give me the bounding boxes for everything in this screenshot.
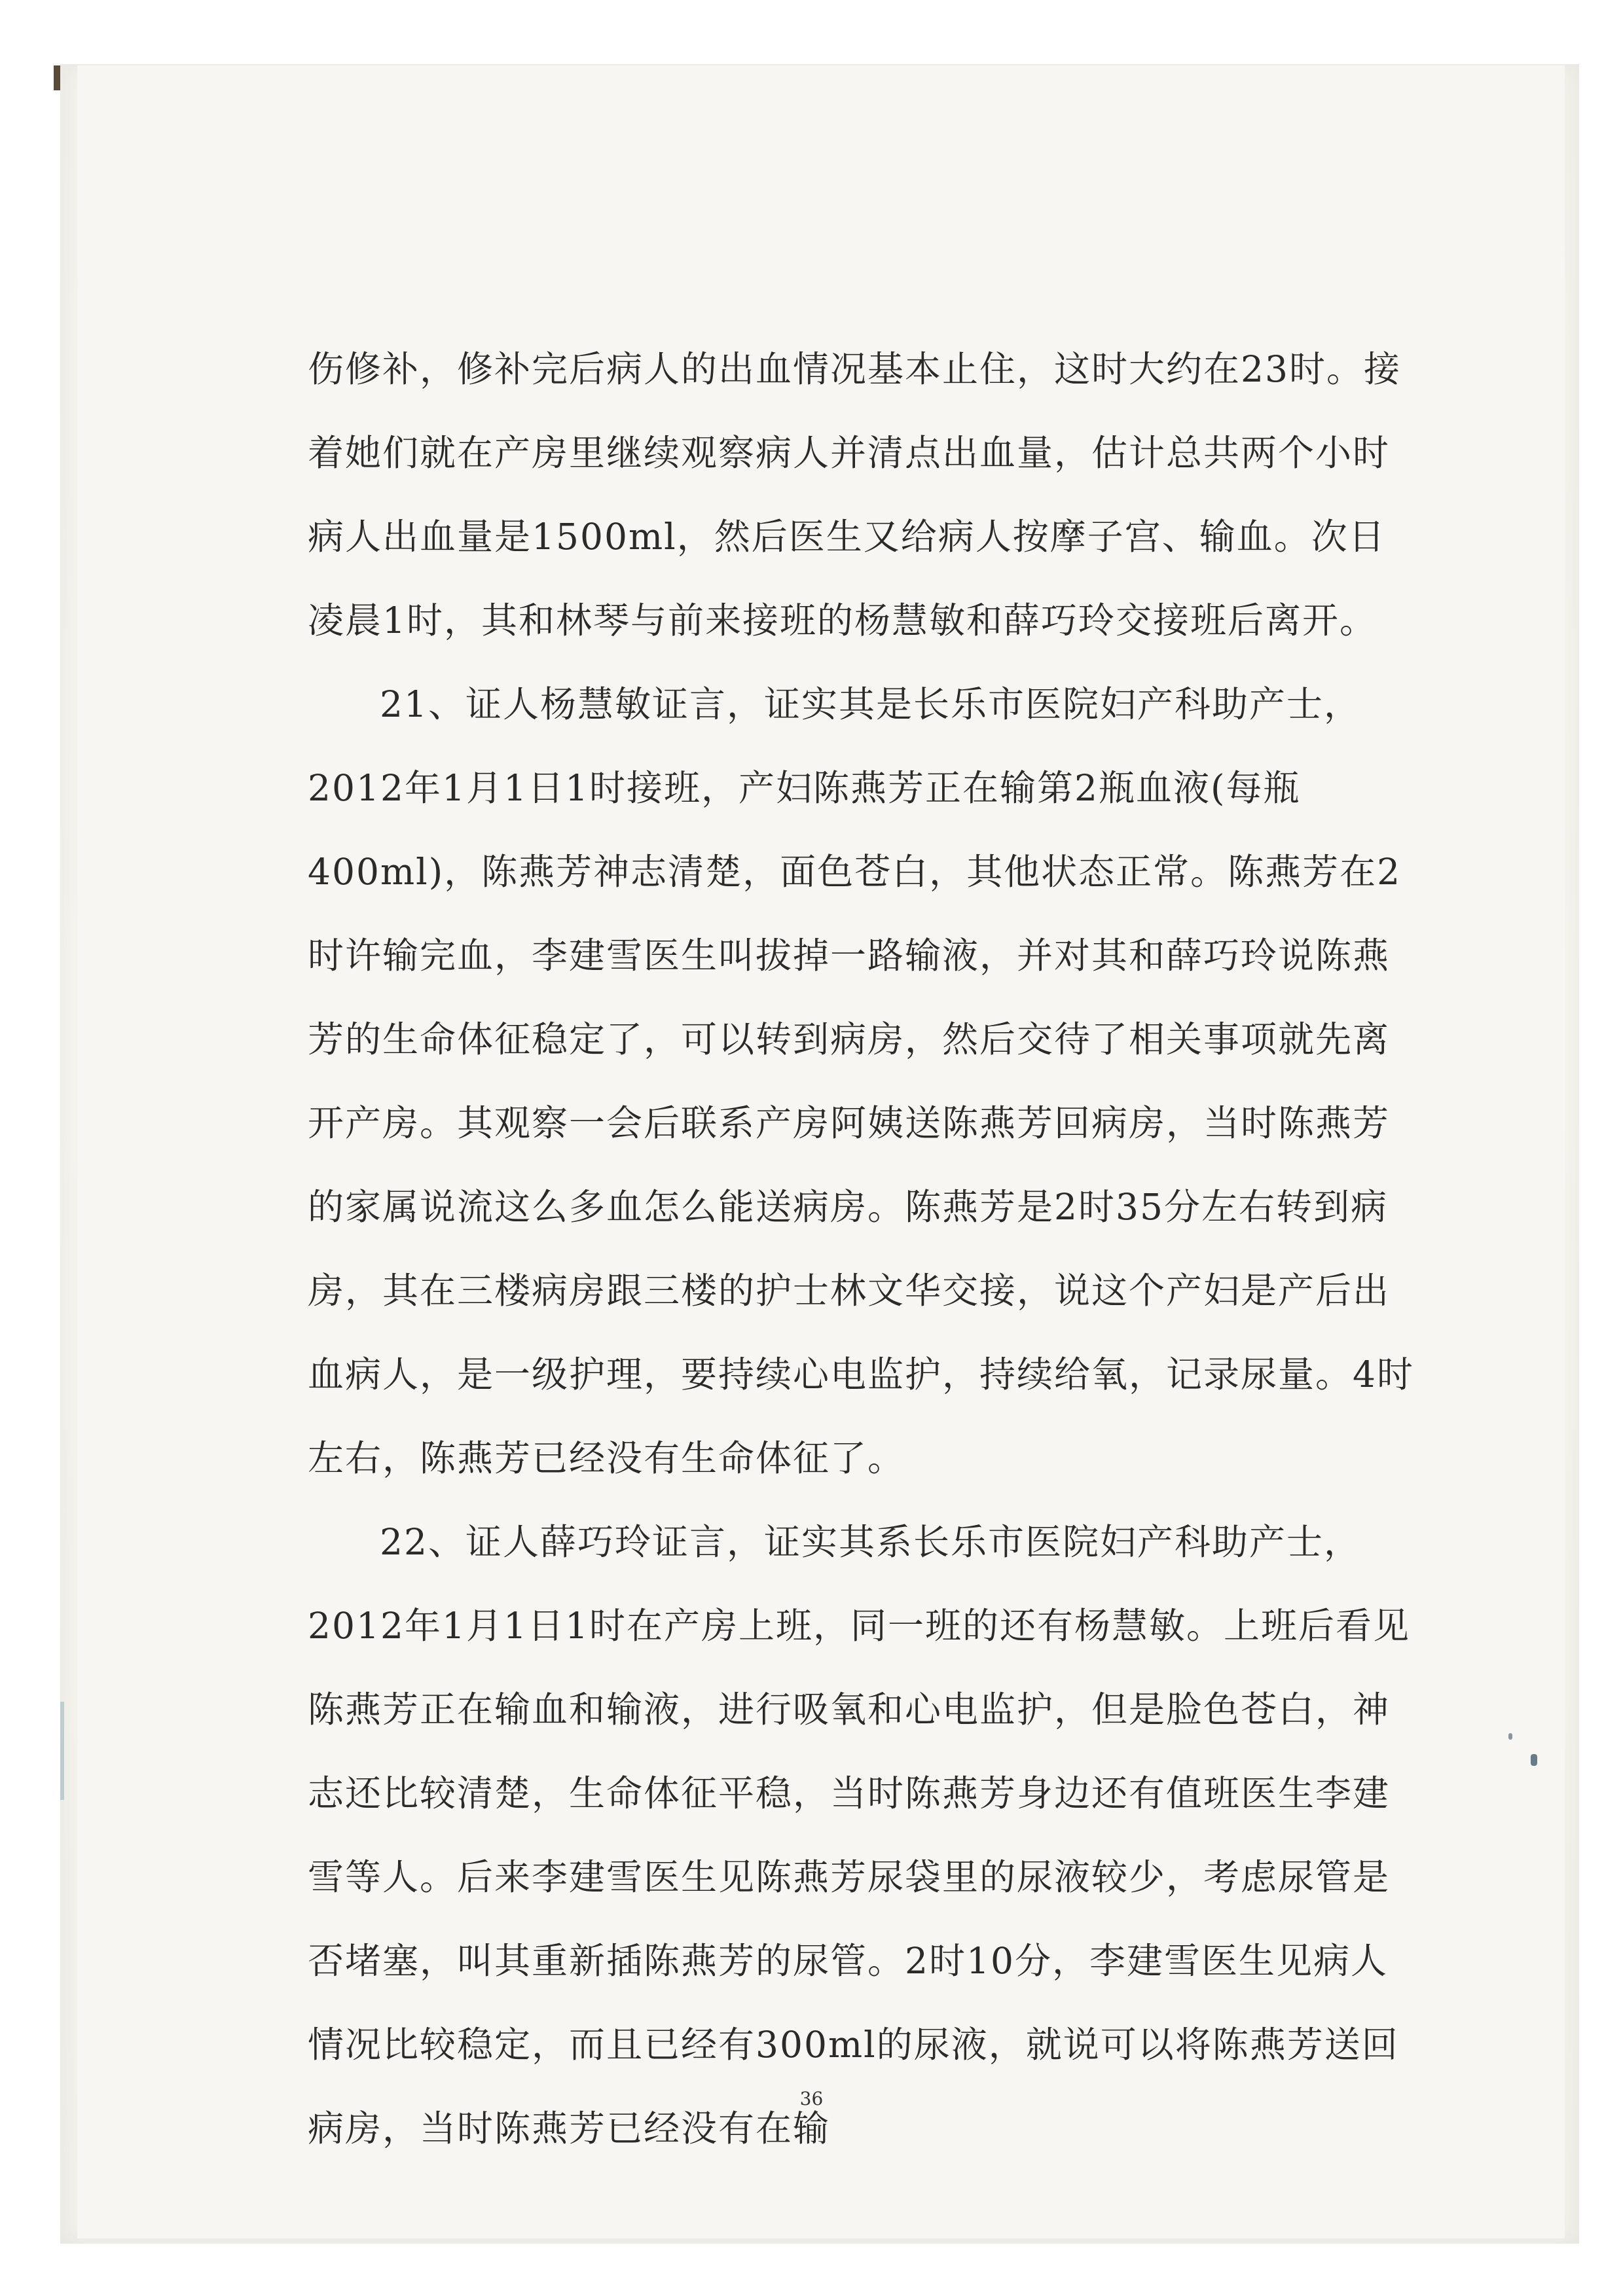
edge-speck — [1531, 1754, 1537, 1766]
edge-tint — [60, 1702, 64, 1800]
paragraph-testimony-22: 22、证人薛巧玲证言，证实其系长乐市医院妇产科助产士，2012年1月1日1时在产房上班，同一班的还有杨慧敏。上班后看见陈燕芳正在输血和输液，进行吸氧和心电监护，但是脸色苍白，神志还比较清楚，生命体征平稳，当时陈燕芳身边还有值班医生李建雪等人。后来李建雪医生见陈燕芳尿袋里的尿液较少，考虑尿管是否堵塞，叫其重新插陈燕芳的尿管。2时10分，李建雪医生见病人情况比较稳定，而且已经有300ml的尿液，就说可以将陈燕芳送回病房，当时陈燕芳已经没有在输 — [308, 1521, 1410, 2149]
corner-mark — [54, 65, 60, 90]
document-body — [308, 327, 1421, 2170]
paragraph-testimony-21: 21、证人杨慧敏证言，证实其是长乐市医院妇产科助产士，2012年1月1日1时接班，产妇陈燕芳正在输第2瓶血液(每瓶400ml)，陈燕芳神志清楚，面色苍白，其他状态正常。陈燕芳在2时许输完血，李建雪医生叫拔掉一路输液，并对其和薛巧玲说陈燕芳的生命体征稳定了，可以转到病房，然后交待了相关事项就先离开产房。其观察一会后联系产房阿姨送陈燕芳回病房，当时陈燕芳的家属说流这么多血怎么能送病房。陈燕芳是2时35分左右转到病房，其在三楼病房跟三楼的护士林文华交接，说这个产妇是产后出血病人，是一级护理，要持续心电监护，持续给氧，记录尿量。4时左右，陈燕芳已经没有生命体征了。 — [308, 683, 1414, 1479]
page-number: 36 — [799, 2088, 824, 2109]
paragraph: 伤修补，修补完后病人的出血情况基本止住，这时大约在23时。接着她们就在产房里继续观察病人并清点出血量，估计总共两个小时病人出血量是1500ml，然后医生又给病人按摩子宫、输血。次日凌晨1时，其和林琴与前来接班的杨慧敏和薛巧玲交接班后离开。 — [308, 348, 1401, 641]
edge-speck — [1508, 1733, 1512, 1740]
